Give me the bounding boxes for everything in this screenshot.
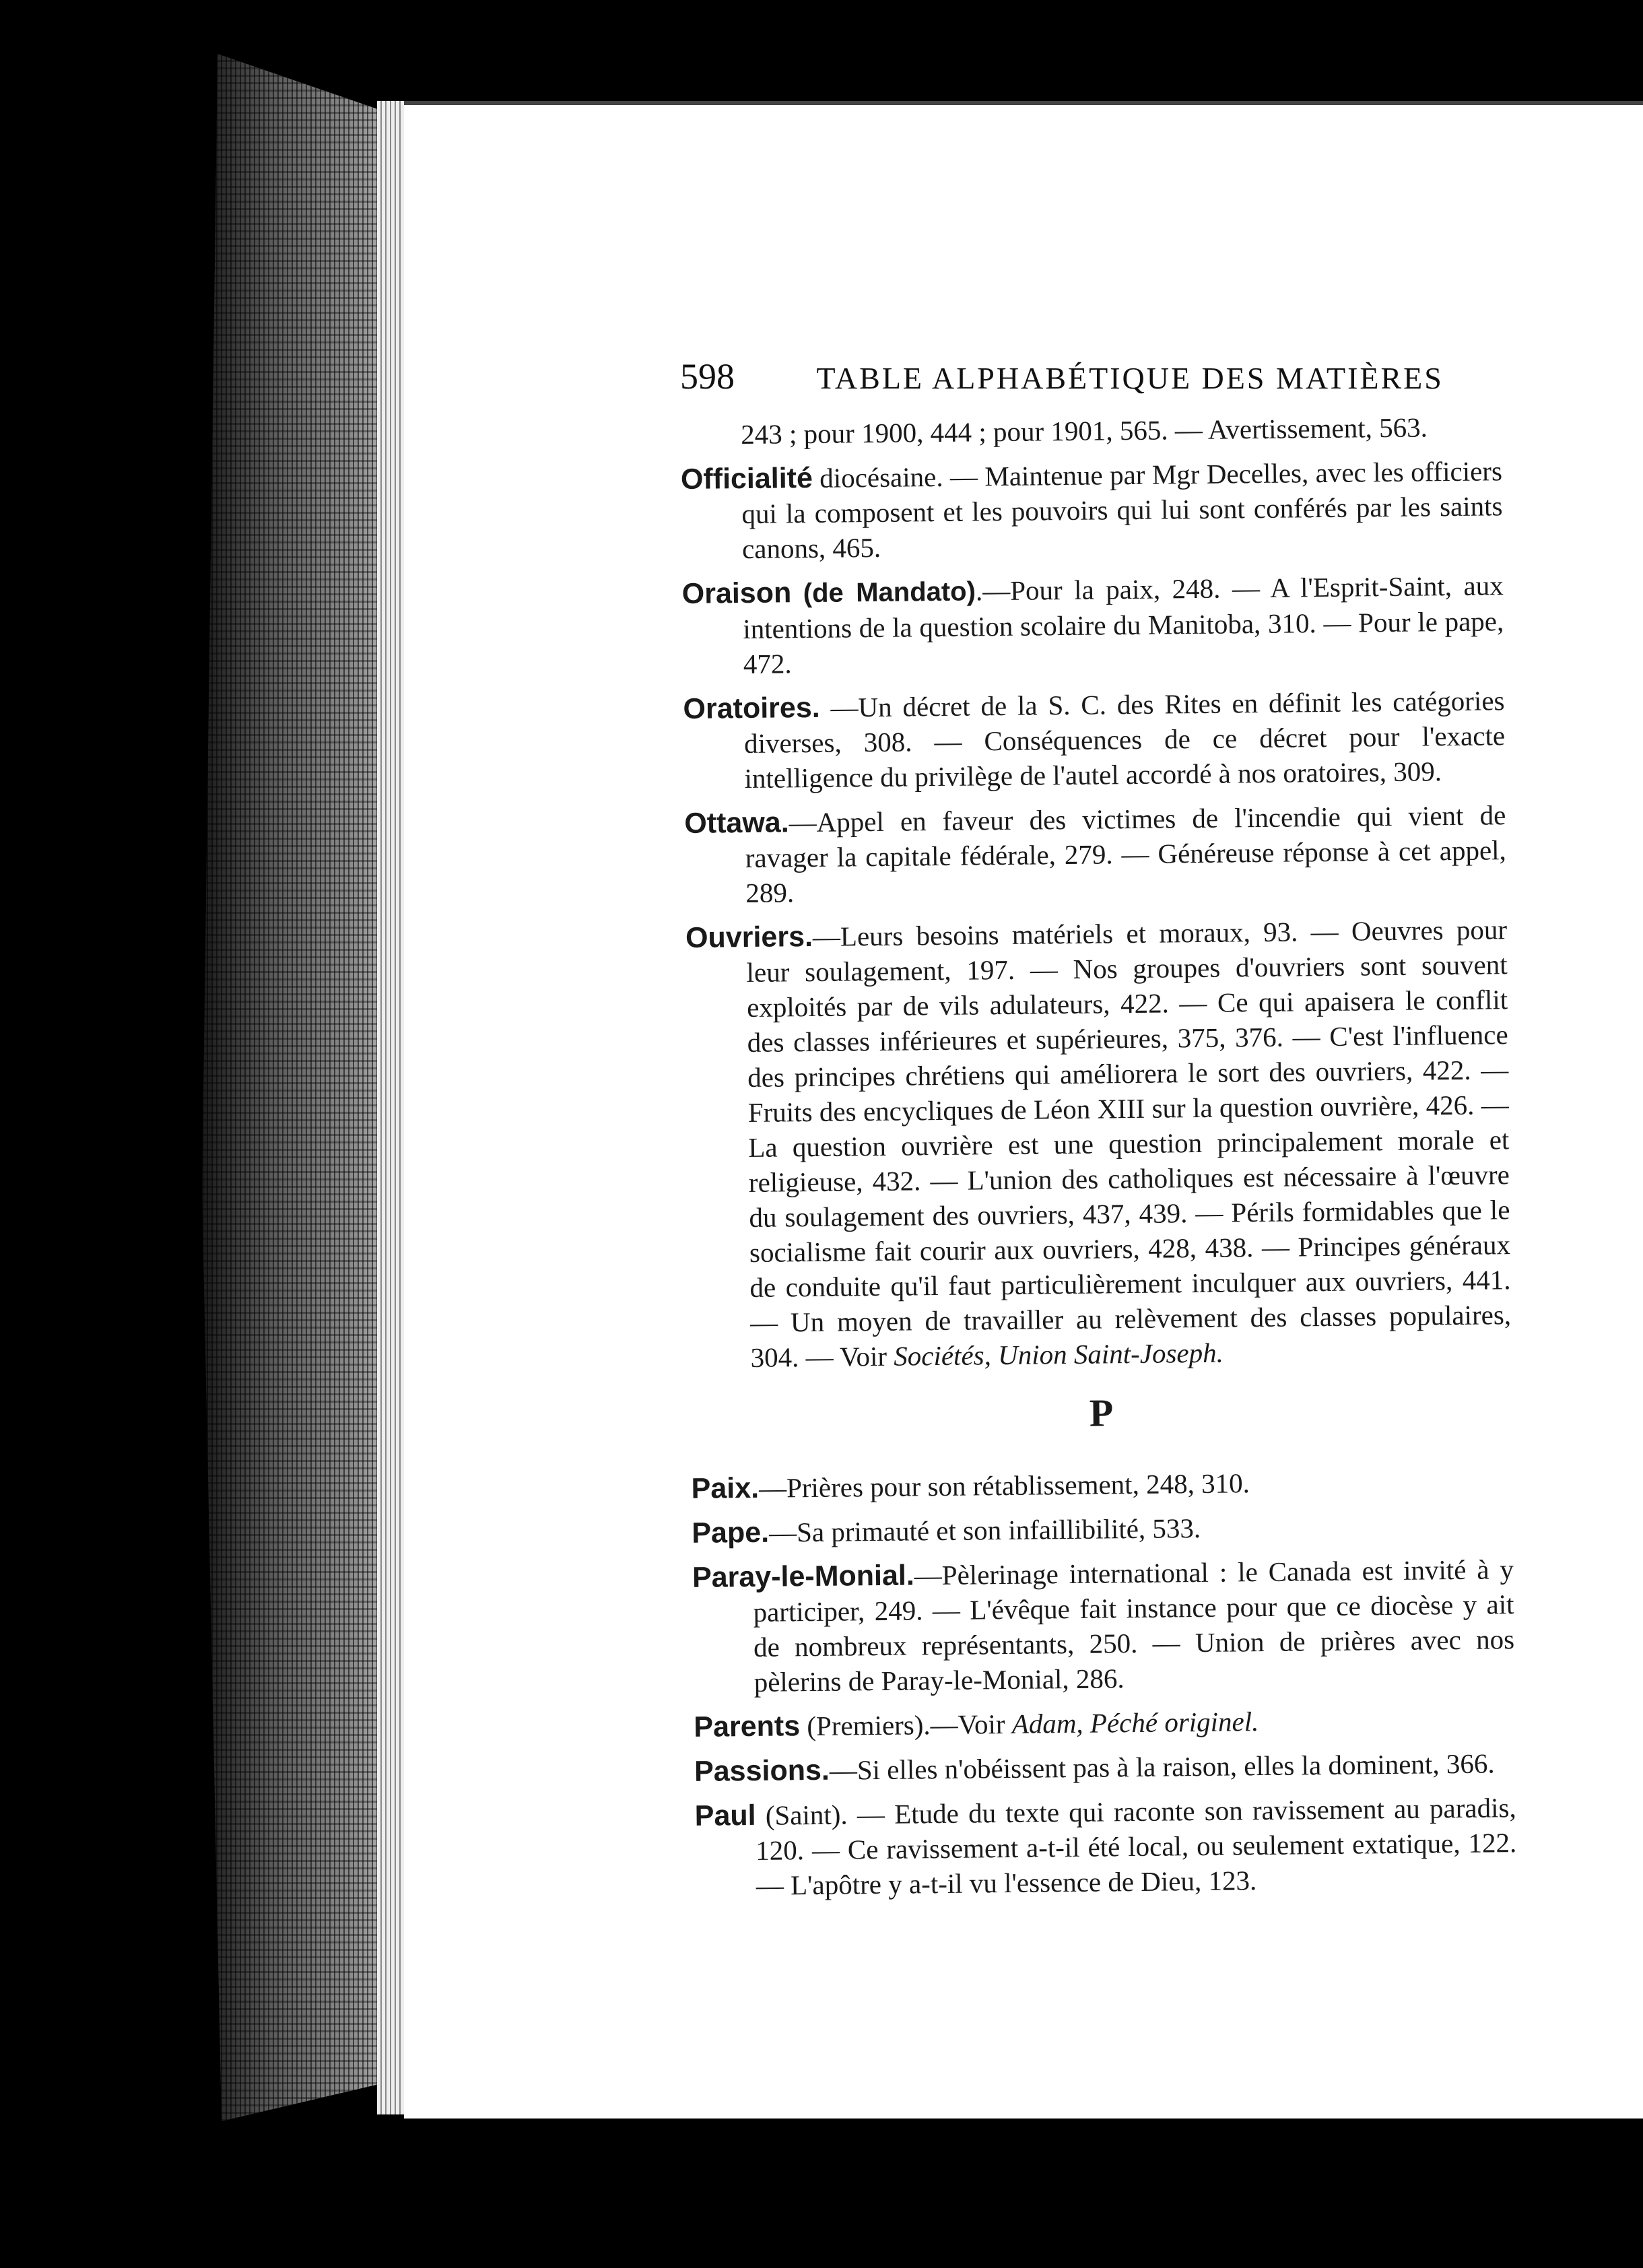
entry-text: —Un décret de la S. C. des Rites en définit les catégories diverses, 308. — Conséquences de ce décret pour l'exacte intelligence du privilège de l'autel accordé à nos oratoires, 309. bbox=[743, 685, 1506, 795]
index-entry bbox=[691, 1463, 1512, 1506]
entry-keyword: Ottawa. bbox=[684, 806, 789, 840]
entry-keyword: Pape. bbox=[692, 1516, 770, 1549]
entry-text: diocésaine. — Maintenue par Mgr Decelles, avec les officiers qui la composent et les pouvoirs qui lui sont conférés par les saints canons, 465. bbox=[741, 455, 1503, 565]
book-page-edges bbox=[202, 54, 397, 2121]
entry-text: —Si elles n'obéissent pas à la raison, elles la dominent, 366. bbox=[829, 1747, 1495, 1786]
entry-keyword: Passions. bbox=[694, 1754, 830, 1788]
entry-text: —Appel en faveur des victimes de l'incendie qui vient de ravager la capitale fédérale, 279. — Généreuse réponse à cet appel, 289. bbox=[745, 799, 1507, 909]
entry-subkeyword: (de Mandato) bbox=[803, 576, 976, 609]
entry-keyword: Paul bbox=[694, 1799, 756, 1832]
index-entry bbox=[685, 912, 1512, 1376]
index-entry bbox=[681, 568, 1504, 682]
entry-text: —Prières pour son rétablissement, 248, 310. bbox=[758, 1467, 1250, 1504]
entry-see-also: Adam, Péché originel. bbox=[1011, 1706, 1259, 1739]
continuation-text: 243 ; pour 1900, 444 ; pour 1901, 565. — Avertissement, 563. bbox=[741, 411, 1428, 451]
entry-see-also: Sociétés, Union Saint-Joseph. bbox=[894, 1337, 1224, 1372]
entry-keyword: Oraison bbox=[681, 576, 792, 610]
index-entry bbox=[692, 1507, 1513, 1551]
index-entry bbox=[681, 453, 1504, 567]
page-header bbox=[680, 356, 1444, 397]
index-entry bbox=[694, 1701, 1515, 1745]
entry-keyword: Parents bbox=[694, 1710, 801, 1743]
entry-text: —Leurs besoins matériels et moraux, 93. — Oeuvres pour leur soulagement, 197. — Nos groupes d'ouvriers sont souvent exploités par de vils adulateurs, 422. — Ce qui apaisera le conflit des classes inférieures et supérieures, 375, 376. — C'est l'influence des principes chrétiens qui améliorera le sort des ouvriers, 422. — Fruits des encycliques de Léon XIII sur la question ouvrière, 426. — La question ouvrière est une question principalement morale et religieuse, 432. — L'union des catholiques est nécessaire à l'œuvre du soulagement des ouvriers, 437, 439. — Périls formidables que le socialisme fait courir aux ouvriers, 428, 438. — Principes généraux de conduite qu'il faut particulièrement inculquer aux ouvriers, 441. — Un moyen de travailler au relèvement des classes populaires, 304. — Voir bbox=[746, 914, 1512, 1373]
index-entry bbox=[684, 797, 1507, 911]
entry-keyword: Paray-le-Monial. bbox=[692, 1559, 915, 1594]
page-number: 598 bbox=[680, 356, 735, 397]
index-body bbox=[680, 409, 1517, 1913]
index-entry bbox=[692, 1552, 1515, 1700]
index-entry bbox=[694, 1790, 1517, 1904]
entry-keyword: Officialité bbox=[680, 461, 813, 496]
entry-text: —Pèlerinage international : le Canada est invité à y participer, 249. — L'évêque fait instance pour que ce diocèse y ait de nombreux représentants, 250. — Union de prières avec nos pèlerins de Paray-le-Monial, 286. bbox=[753, 1554, 1515, 1698]
entry-keyword: Oratoires. bbox=[683, 691, 820, 725]
section-letter: P bbox=[1089, 1391, 1114, 1435]
index-entry bbox=[683, 683, 1506, 797]
index-entry bbox=[694, 1745, 1516, 1789]
entry-keyword: Ouvriers. bbox=[685, 920, 813, 954]
entry-text: (Premiers).—Voir bbox=[799, 1708, 1013, 1742]
page-title: TABLE ALPHABÉTIQUE DES MATIÈRES bbox=[816, 361, 1444, 395]
entry-text: (Saint). — Etude du texte qui raconte son ravissement au paradis, 120. — Ce ravissement a-t-il été local, ou seulement extatique, 122. — L'apôtre y a-t-il vu l'essence de Dieu, 123. bbox=[756, 1792, 1517, 1901]
entry-text: —Sa primauté et son infaillibilité, 533. bbox=[768, 1512, 1201, 1548]
entry-text: .—Pour la paix, 248. — A l'Esprit-Saint, aux intentions de la question scolaire du Manitoba, 310. — Pour le pape, 472. bbox=[743, 570, 1504, 680]
entry-keyword: Paix. bbox=[691, 1471, 760, 1505]
